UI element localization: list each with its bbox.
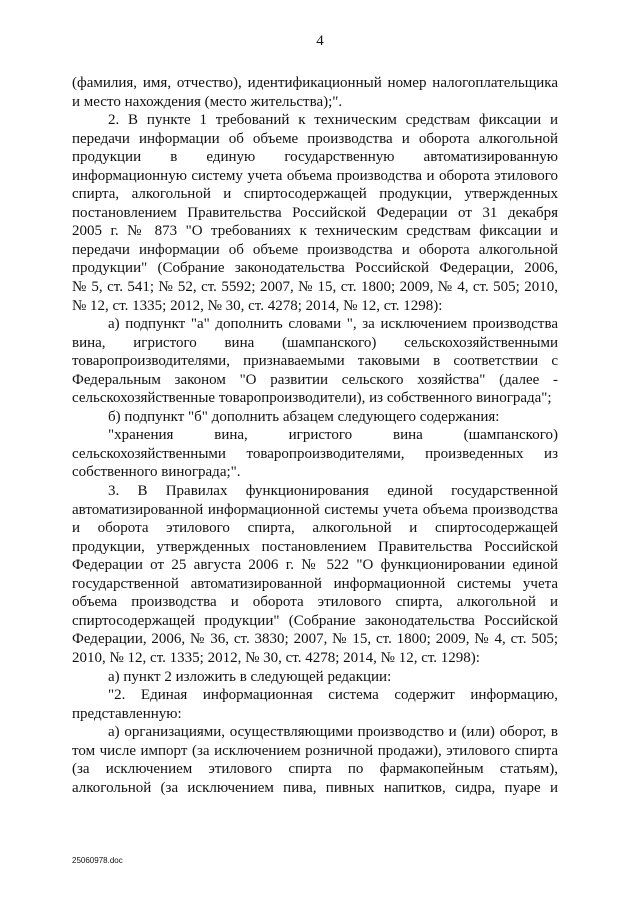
- text-line: товаропроизводителями, признаваемыми таковыми в соответствии с: [72, 353, 558, 370]
- text-line: № 12, ст. 1335; 2012, № 30, ст. 4278; 2014, № 12, ст. 1298):: [72, 297, 443, 314]
- text-line: сельскохозяйственные товаропроизводители), из собственного винограда";: [72, 390, 552, 407]
- text-line: а) организациями, осуществляющими производство и (или) оборот, в: [108, 724, 558, 741]
- text-line: объема производства и оборота этилового спирта, алкогольной и: [72, 594, 558, 611]
- text-line: "хранения вина, игристого вина (шампанского): [108, 427, 558, 444]
- text-line: № 5, ст. 541; № 52, ст. 5592; 2007, № 15, ст. 1800; 2009, № 4, ст. 505; 2010,: [72, 279, 558, 296]
- text-line: передачи информации об объеме производства и оборота алкогольной: [72, 241, 558, 258]
- text-line: (за исключением этилового спирта по фармакопейным статьям),: [72, 761, 558, 778]
- text-line: 2. В пункте 1 требований к техническим средствам фиксации и: [108, 112, 558, 129]
- text-line: представленную:: [72, 705, 182, 722]
- text-line: а) пункт 2 изложить в следующей редакции:: [108, 668, 392, 685]
- text-line: постановлением Правительства Российской Федерации от 31 декабря: [72, 204, 558, 221]
- text-line: 2005 г. № 873 "О требованиях к техническим средствам фиксации и: [72, 223, 558, 240]
- text-line: Федерации, 2006, № 36, ст. 3830; 2007, № 15, ст. 1800; 2009, № 4, ст. 505;: [72, 631, 558, 648]
- text-line: сельскохозяйственными товаропроизводителями, произведенных из: [72, 445, 558, 462]
- text-line: "2. Единая информационная система содержит информацию,: [108, 687, 558, 704]
- footer-filename: 25060978.doc: [72, 856, 123, 865]
- text-line: том числе импорт (за исключением розничной продажи), этилового спирта: [72, 742, 558, 759]
- text-line: собственного винограда;".: [72, 464, 241, 481]
- text-line: а) подпункт "а" дополнить словами ", за исключением производства: [108, 316, 558, 333]
- page-number: 4: [316, 33, 324, 49]
- text-line: 2010, № 12, ст. 1335; 2012, № 30, ст. 4278; 2014, № 12, ст. 1298):: [72, 649, 480, 666]
- text-line: 3. В Правилах функционирования единой государственной: [108, 483, 558, 500]
- text-line: автоматизированной информационной системы учета объема производства: [72, 501, 558, 518]
- text-line: передачи информации об объеме производства и оборота алкогольной: [72, 130, 558, 147]
- text-line: спирта, алкогольной и спиртосодержащей продукции, утвержденных: [72, 186, 558, 203]
- text-line: вина, игристого вина (шампанского) сельскохозяйственными: [72, 334, 558, 351]
- text-line: и оборота этилового спирта, алкогольной и спиртосодержащей: [72, 520, 558, 537]
- text-line: информационную систему учета объема производства и оборота этилового: [72, 167, 558, 184]
- text-line: государственной автоматизированной информационной системы учета: [72, 575, 558, 592]
- text-line: и место нахождения (место жительства);".: [72, 93, 343, 110]
- text-line: продукции" (Собрание законодательства Российской Федерации, 2006,: [72, 260, 558, 277]
- text-line: продукции в единую государственную автоматизированную: [72, 149, 558, 166]
- text-line: спиртосодержащей продукции" (Собрание законодательства Российской: [72, 612, 558, 629]
- document-body: [72, 74, 558, 797]
- text-line: алкогольной (за исключением пива, пивных напитков, сидра, пуаре и: [72, 779, 558, 796]
- text-line: (фамилия, имя, отчество), идентификационный номер налогоплательщика: [72, 75, 558, 91]
- text-line: Федерации от 25 августа 2006 г. № 522 "О функционировании единой: [72, 557, 558, 574]
- text-line: б) подпункт "б" дополнить абзацем следующего содержания:: [108, 408, 500, 425]
- text-line: Федеральным законом "О развитии сельского хозяйства" (далее -: [72, 371, 558, 388]
- text-line: продукции, утвержденных постановлением Правительства Российской: [72, 538, 558, 555]
